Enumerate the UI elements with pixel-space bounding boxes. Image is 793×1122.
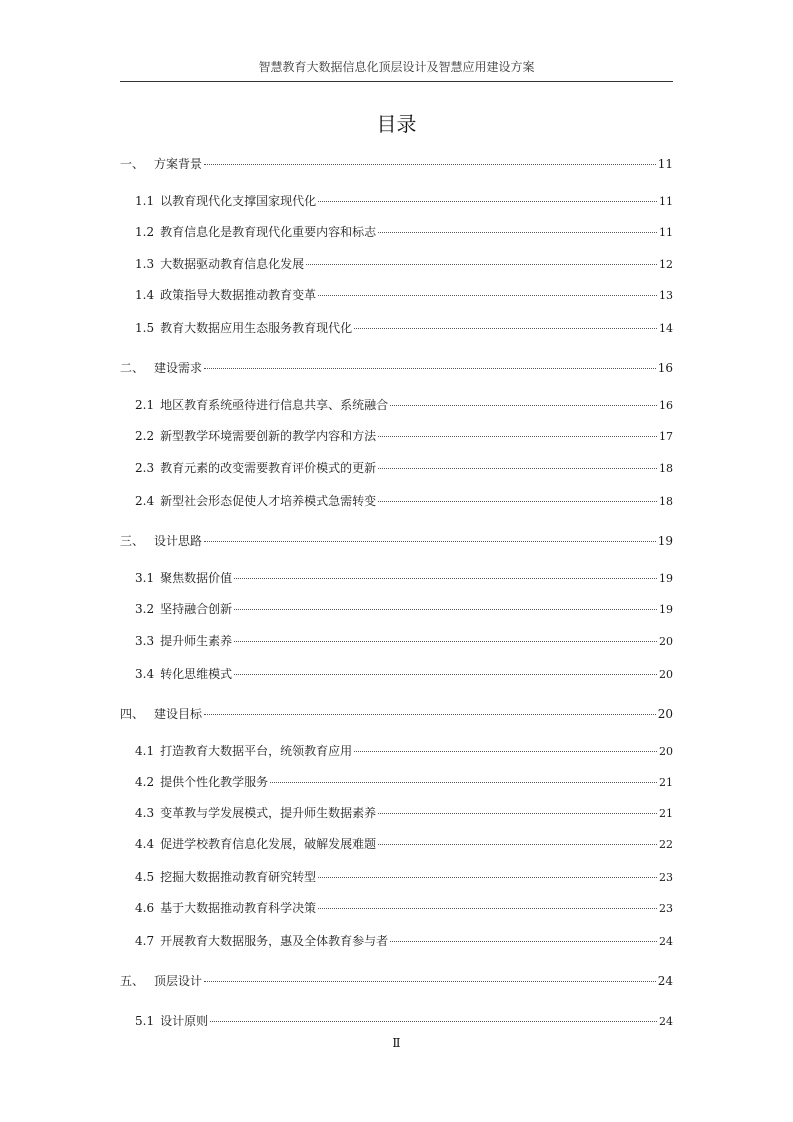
dot-leader [354, 328, 657, 329]
toc-item-label: 地区教育系统亟待进行信息共享、系统融合 [160, 398, 389, 412]
toc-item-label: 基于大数据推动教育科学决策 [160, 901, 317, 915]
toc-section-4[interactable] [120, 706, 673, 722]
toc-item-label: 挖掘大数据推动教育研究转型 [160, 870, 317, 884]
toc-item-3-4[interactable] [135, 666, 673, 683]
toc-page-number: 16 [657, 361, 673, 375]
toc-item-label: 教育元素的改变需要教育评价模式的更新 [160, 461, 377, 475]
dot-leader [318, 201, 657, 202]
dot-leader [204, 368, 656, 369]
dot-leader [204, 541, 656, 542]
toc-item-2-2[interactable] [135, 428, 673, 445]
toc-item-number: 1.3 [135, 257, 155, 271]
toc-item-number: 1.2 [135, 225, 155, 239]
toc-item-number: 4.6 [135, 901, 155, 915]
toc-item-number: 4.4 [135, 837, 155, 851]
toc-item-label: 设计原则 [160, 1014, 209, 1028]
toc-page-number: 23 [659, 902, 673, 915]
toc-section-label: 建设需求 [154, 361, 203, 375]
dot-leader [318, 908, 657, 909]
toc-item-label: 提供个性化教学服务 [160, 775, 269, 789]
toc-item-4-7[interactable] [135, 933, 673, 950]
toc-item-number: 4.1 [135, 744, 155, 758]
toc-page-number: 18 [659, 462, 673, 475]
dot-leader [318, 295, 657, 296]
toc-page-number: 19 [659, 603, 673, 616]
toc-item-4-4[interactable] [135, 836, 673, 853]
toc-page-number: 21 [659, 807, 673, 820]
toc-section-number: 五、 [120, 974, 145, 988]
dot-leader [354, 751, 657, 752]
toc-page-number: 11 [659, 226, 673, 239]
toc-item-number: 1.5 [135, 321, 155, 335]
dot-leader [390, 405, 657, 406]
toc-section-label: 方案背景 [154, 157, 203, 171]
toc-item-label: 开展教育大数据服务，惠及全体教育参与者 [160, 934, 389, 948]
toc-item-label: 以教育现代化支撑国家现代化 [160, 194, 317, 208]
toc-item-number: 5.1 [135, 1014, 155, 1028]
dot-leader [204, 164, 656, 165]
toc-item-1-4[interactable] [135, 287, 673, 304]
toc-item-4-1[interactable] [135, 743, 673, 760]
toc-item-label: 促进学校教育信息化发展，破解发展难题 [160, 837, 377, 851]
dot-leader [318, 877, 657, 878]
toc-section-5[interactable] [120, 973, 673, 989]
dot-leader [378, 813, 657, 814]
toc-section-label: 建设目标 [154, 707, 203, 721]
toc-item-label: 新型教学环境需要创新的教学内容和方法 [160, 429, 377, 443]
toc-page-number: 14 [659, 322, 673, 335]
document-title: 智慧教育大数据信息化顶层设计及智慧应用建设方案 [258, 60, 535, 74]
toc-page-number: 19 [657, 534, 673, 548]
toc-item-2-1[interactable] [135, 397, 673, 414]
dot-leader [204, 981, 656, 982]
toc-item-3-2[interactable] [135, 601, 673, 618]
toc-page-number: 24 [659, 1015, 673, 1028]
toc-item-label: 教育信息化是教育现代化重要内容和标志 [160, 225, 377, 239]
toc-item-3-1[interactable] [135, 570, 673, 587]
toc-item-5-1[interactable] [135, 1013, 673, 1030]
toc-page-number: 11 [659, 195, 673, 208]
toc-page-number: 20 [659, 668, 673, 681]
toc-item-1-1[interactable] [135, 193, 673, 210]
toc-item-1-3[interactable] [135, 256, 673, 273]
toc-page-number: 16 [659, 399, 673, 412]
dot-leader [210, 1021, 657, 1022]
toc-page-number: 11 [657, 157, 673, 171]
toc-page-number: 12 [659, 258, 673, 271]
dot-leader [234, 641, 657, 642]
toc-item-2-4[interactable] [135, 493, 673, 510]
toc-section-number: 三、 [120, 534, 145, 548]
toc-section-number: 一、 [120, 157, 145, 171]
toc-page-number: 19 [659, 572, 673, 585]
toc-page-number: 22 [659, 838, 673, 851]
toc-section-number: 二、 [120, 361, 145, 375]
toc-item-number: 3.3 [135, 634, 155, 648]
toc-item-4-5[interactable] [135, 869, 673, 886]
dot-leader [378, 844, 657, 845]
toc-item-number: 2.1 [135, 398, 155, 412]
toc-item-number: 1.1 [135, 194, 155, 208]
toc-item-number: 1.4 [135, 288, 155, 302]
toc-heading: 目录 [376, 112, 417, 136]
toc-item-number: 2.2 [135, 429, 155, 443]
toc-item-2-3[interactable] [135, 460, 673, 477]
dot-leader [378, 436, 657, 437]
dot-leader [378, 232, 657, 233]
toc-section-3[interactable] [120, 533, 673, 549]
dot-leader [378, 501, 657, 502]
toc-page-number: 23 [659, 871, 673, 884]
toc-page-number: 21 [659, 776, 673, 789]
footer-page-number: Ⅱ [392, 1036, 401, 1050]
toc-item-label: 大数据驱动教育信息化发展 [160, 257, 305, 271]
toc-section-label: 顶层设计 [154, 974, 203, 988]
dot-leader [390, 941, 657, 942]
toc-item-number: 4.7 [135, 934, 155, 948]
toc-page-number: 18 [659, 495, 673, 508]
toc-item-label: 新型社会形态促使人才培养模式急需转变 [160, 494, 377, 508]
dot-leader [234, 578, 657, 579]
toc-item-1-5[interactable] [135, 320, 673, 337]
toc-item-label: 转化思维模式 [160, 667, 233, 681]
dot-leader [234, 674, 657, 675]
toc-item-1-2[interactable] [135, 224, 673, 241]
toc-item-3-3[interactable] [135, 633, 673, 650]
toc-item-label: 变革教与学发展模式，提升师生数据素养 [160, 806, 377, 820]
toc-item-4-3[interactable] [135, 805, 673, 822]
toc-item-label: 打造教育大数据平台，统领教育应用 [160, 744, 353, 758]
toc-section-1[interactable] [120, 156, 673, 172]
toc-item-label: 坚持融合创新 [160, 602, 233, 616]
toc-item-number: 4.2 [135, 775, 155, 789]
toc-item-4-2[interactable] [135, 774, 673, 791]
toc-page-number: 17 [659, 430, 673, 443]
toc-item-number: 4.5 [135, 870, 155, 884]
toc-item-label: 政策指导大数据推动教育变革 [160, 288, 317, 302]
toc-item-number: 2.4 [135, 494, 155, 508]
toc-item-number: 4.3 [135, 806, 155, 820]
toc-item-label: 教育大数据应用生态服务教育现代化 [160, 321, 353, 335]
toc-page-number: 20 [659, 745, 673, 758]
header-divider [120, 81, 673, 82]
toc-section-number: 四、 [120, 707, 145, 721]
dot-leader [378, 468, 657, 469]
dot-leader [234, 609, 657, 610]
toc-item-number: 3.4 [135, 667, 155, 681]
toc-page-number: 20 [657, 707, 673, 721]
toc-page-number: 13 [659, 289, 673, 302]
toc-page-number: 24 [657, 974, 673, 988]
toc-item-4-6[interactable] [135, 900, 673, 917]
dot-leader [204, 714, 656, 715]
toc-page-number: 24 [659, 935, 673, 948]
dot-leader [306, 264, 657, 265]
toc-item-number: 2.3 [135, 461, 155, 475]
toc-section-label: 设计思路 [154, 534, 203, 548]
toc-item-label: 提升师生素养 [160, 634, 233, 648]
toc-page-number: 20 [659, 635, 673, 648]
toc-item-label: 聚焦数据价值 [160, 571, 233, 585]
toc-item-number: 3.1 [135, 571, 155, 585]
dot-leader [270, 782, 657, 783]
toc-item-number: 3.2 [135, 602, 155, 616]
toc-section-2[interactable] [120, 360, 673, 376]
